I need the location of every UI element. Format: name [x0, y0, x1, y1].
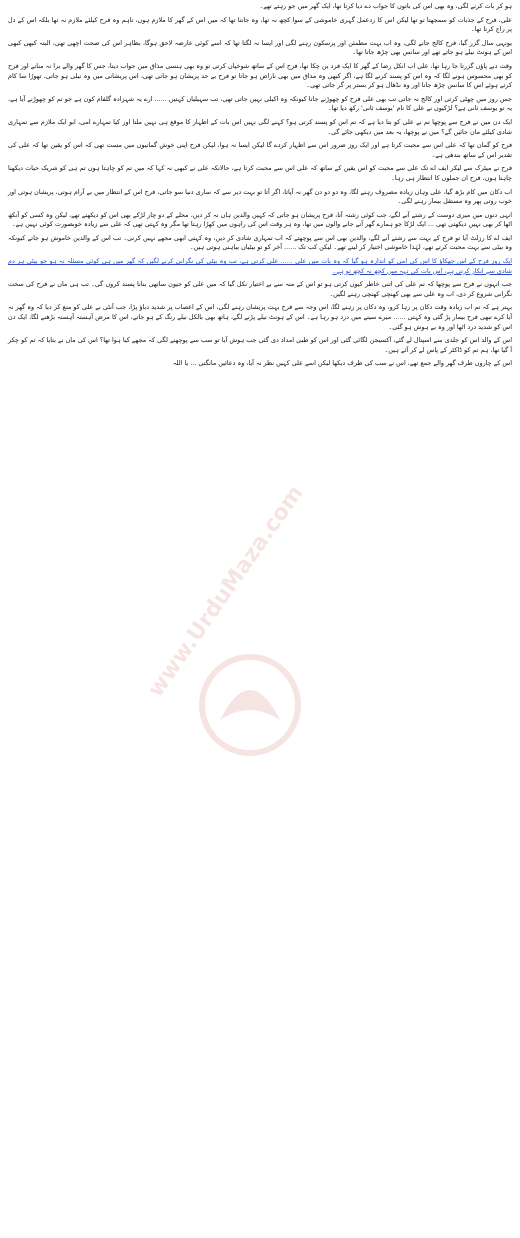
paragraph: وقت دبے پاؤں گزرتا جا رہا تھا، علی اب انکل رضا کے گھر کا ایک فرد بن چکا تھا، فرح اس کے ساتھ شوخیاں کرتی تو وہ بھی ہنسی مذاق میں جواب دیتا، جس کا گھر والے برا نہ مناتے اور فرح کو بھی محسوس ہونے لگا کہ وہ اس کو پسند کرنے لگا ہے، اگر کبھی وہ مذاق میں بھی ناراض ہو جاتا تو فرح بے حد پریشان ہو جاتی تھی، اس پریشانی میں وہ نیلی ہو جاتی، تھوڑا سا کام کرتے ہوئے اس کا سانس چڑھ جاتا اور وہ نڈھال ہو کر بستر پر گر جاتی تھی۔ — [8, 61, 512, 90]
paragraph: انہی دنوں میں میری دوست کے رشتے آنے لگے، جب کوئی رشتہ آتا، فرح پریشان ہو جاتی کہ کہیں والدین ہاں نہ کر دیں، محلے کے دو چار لڑکے بھی اس کو دیکھتے تھے، لیکن وہ کسی کو آنکھ اٹھا کر بھی نہیں دیکھتی تھی ... ایک لڑکا جو ہمارے گھر آنے جانے والوں میں تھا، وہ ہر وقت اس کی راہوں میں کھڑا رہتا تھا مگر وہ کہتی تھی کہ علی سے زیادہ خوبصورت کوئی نہیں ہے۔ — [8, 210, 512, 229]
paragraph: اب دکان میں کام بڑھ گیا، علی وہاں زیادہ مصروف رہنے لگا، وہ دو دو دن گھر نہ آپاتا، اگر آتا تو بہت دیر سے کہ ساری دنیا سو جاتی، فرح اس کے انتظار میں بے آرام ہوتی، پریشان ہوتی اور خوب روتی پھر وہ مستقل بیمار رہنے لگی۔ — [8, 187, 512, 206]
paragraph: ایک دن میں نے فرح سے پوچھا تم نے علی کو بتا دیا ہے کہ تم اس کو پسند کرتی ہو؟ کہنے لگی نہیں اس بات کے اظہار کا موقع ہی نہیں ملتا اور کیا تمہارے امی، ابو ایک ملازم سے تمہاری شادی کیلئے مان جائیں گے؟ میں نے پوچھا، یہ بعد میں دیکھی جائے گی۔ — [8, 117, 512, 136]
paragraph: فرح نے میٹرک سے لیکر ایف اے تک علی سے محبت کو اس یقین کے ساتھ کہ علی اس سے محبت کرتا ہے، حالانکہ علی نے کبھی نہ کہا کہ میں تم کو چاہتا ہوں تم ہی کو شریک حیات دیکھنا چاہتا ہوں، فرح ان جملوں کا انتظار ہی رہا۔ — [8, 164, 512, 182]
paragraph: اس کے چاروں طرف گھر والے جمع تھے، اس نے سب کی طرف دیکھا لیکن اسے علی کہیں نظر نہ آیا، وہ دعائیں مانگتی ... یا اللہ — [172, 359, 512, 368]
paragraph: ہو کر بات کرنے لگی، وہ بھی اس کی باتوں کا جواب دے دیا کرتا تھا، ایک گھر میں جو رہتے تھے۔ — [259, 2, 512, 10]
paragraph: جب انہوں نے فرح سے پوچھا کہ تم علی کی اتنی خاطر کیوں کرتی ہو تو اس کے منہ سے بے اختیار نکل گیا کہ میں علی کو جیون ساتھی بنانا پسند کروں گی۔ تب ہی ماں نے فرح کی سخت نگرانی شروع کر دی، اب وہ علی سے بھی کھنچی کھنچی رہنے لگیں۔ — [8, 280, 512, 298]
paragraph: فرح کو گمان تھا کہ علی اس سے محبت کرتا ہے اور ایک روز ضرور اس سے اظہار کردے گا لیکن ایسا نہ ہوا، لیکن فرح اپنی خوش گمانیوں میں مست تھی کہ اس کو یقین تھا کہ علی کی تقدیر اس کے ساتھ بندھی ہے۔ — [8, 141, 512, 159]
highlighted-paragraph[interactable]: ایک روز فرح کے اس جھکاؤ کا اس کی امی کو اندازہ ہو گیا کہ وہ بات میں علی ...... علی کرتی ہے، تب وہ بیٹی کی نگرانی کرنے لگیں کہ گھر میں ہی کوئی مسئلہ نہ ہو جو بیٹی ہر دم شادی سے انکار کرتی ہے، اس بات کی تہہ میں کچھ نہ کچھ تو ہے۔ — [8, 257, 512, 275]
paragraph: بہتر ہے کہ تم اب زیادہ وقت دکان پر رہا کرو، وہ دکان پر رہنے لگا، اس وجہ سے فرح بہت پریشان رہنے لگی، اس کے اعصاب پر شدید دباؤ پڑا، جب آنٹی نے علی کو منع کر دیا کہ وہ گھر نہ آیا کرے تبھی فرح بیمار پڑ گئی وہ کہتی ...... میرے سینے میں درد ہو رہا ہے۔ اس کے ہونٹ نیلے پڑنے لگے، ہاتھ بھی بالکل نیلے رنگ کے ہو جاتے، اس کا مرض آہستہ آہستہ بڑھنے لگا، ایک دن اس کو شدید درد اٹھا اور وہ بے ہوش ہو گئی۔ — [8, 303, 512, 331]
paragraph: جس روز میں چھٹی کرتی اور کالج نہ جاتی تب بھی علی فرح کو چھوڑنے جاتا کیونکہ وہ اکیلی نہیں جاتی تھی، تب سہیلیاں کہتیں ...... ارے یہ شہزادہ گلفام کون ہے جو تم کو چھوڑنے آیا ہے، یہ تو یوسف ثانی ہے؟ لڑکیوں نے علی کا نام 'یوسف ثانی' رکھ دیا تھا۔ — [8, 94, 512, 113]
paragraph: علی، فرح کے جذبات کو سمجھتا تو تھا لیکن اس کا ردعمل گہری خاموشی کے سوا کچھ نہ تھا، وہ جانتا تھا کہ میں اس کے گھر کا ملازم ہوں، تاہم وہ فرح کیلئے ملازم نہ تھا بلکہ اس کے دل پر راج کرتا تھا۔ — [8, 15, 512, 34]
paragraph: یونہی سال گزر گیا، فرح کالج جانے لگی، وہ اب بہت مطمئن اور پرسکون رہنے لگی اور ایسا نہ لگتا تھا کہ اسے کوئی عارضہ لاحق ہوگا، بظاہر اس کی صحت اچھی تھی، البتہ کبھی کبھی اس کے ہونٹ نیلے ہو جاتے تھے اور سانس بھی چڑھ جاتا تھا۔ — [8, 38, 512, 57]
watermark-text: www.UrduMaza.com — [143, 481, 309, 702]
paragraph: اس کے والد اس کو جلدی سے اسپتال لے گئے، آکسیجن لگائی گئی اور اس کو طبی امداد دی گئی جب ہوش آیا تو سب سے پوچھنے لگی کہ مجھے کیا ہوا تھا؟ اس کی ماں نے بتایا کہ تم کو چکر آ گیا تھا، ہم تم کو ڈاکٹر کے پاس لے کر آئے ہیں۔ — [8, 336, 512, 354]
paragraph: ایف اے کا رزلٹ آیا تو فرح کے بہت سے رشتے آنے لگے، والدین بھی اس سے پوچھتے کہ اب تمہاری شادی کر دیں، وہ کہتی ابھی مجھے نہیں کرنی۔ تب اس کے والدین خاموش ہو جاتے کیونکہ وہ بیٹی سے بہت محبت کرتے تھے، لہٰذا خاموشی اختیار کر لیتے تھے۔ لیکن کب تک ...... آخر کو تو بیٹیاں بیاہنی ہوتی ہیں۔ — [8, 233, 512, 252]
